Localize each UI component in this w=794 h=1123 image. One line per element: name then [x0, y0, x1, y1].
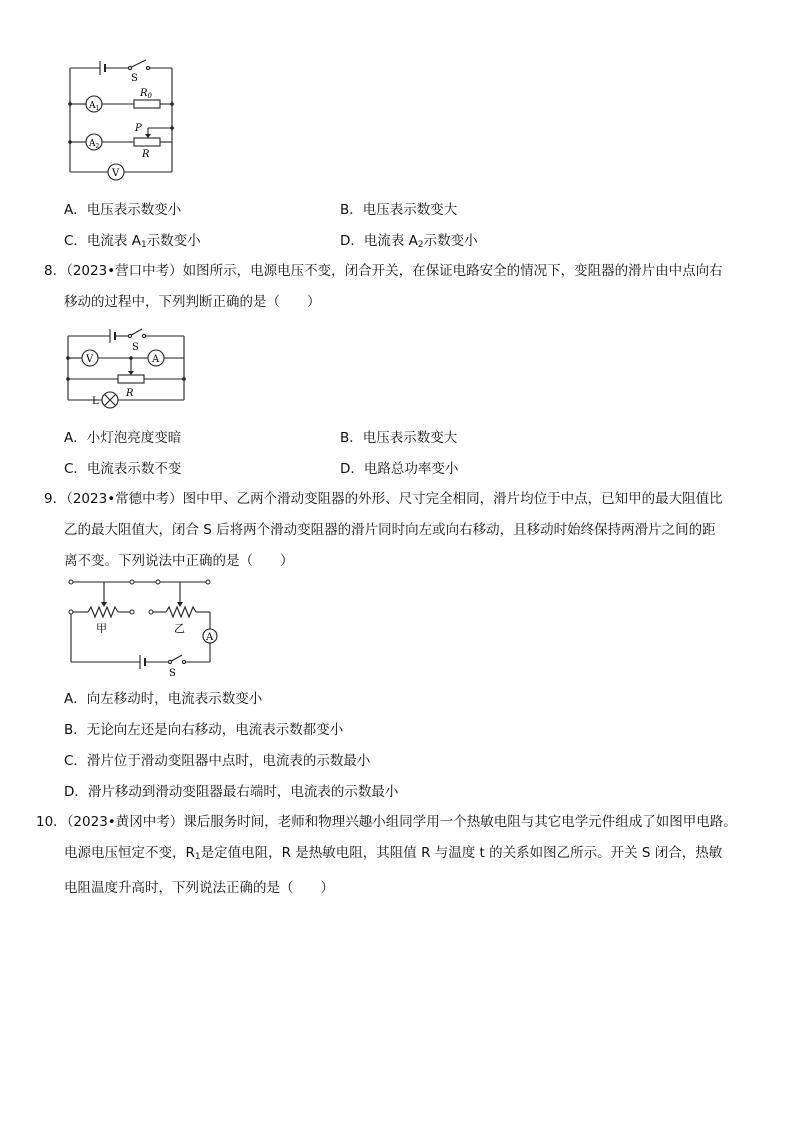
q8-option-d[interactable]: D．电路总功率变小: [340, 461, 459, 477]
q7-option-a[interactable]: A．电压表示数变小: [64, 202, 182, 218]
q9-option-c[interactable]: C．滑片位于滑动变阻器中点时，电流表的示数最小: [64, 753, 371, 769]
q8-label-l: L: [92, 396, 99, 407]
q8-label-a: A: [152, 354, 160, 365]
q10-line2: 电源电压恒定不变，$R_1$是定值电阻，R 是热敏电阻，其阻值 R 与温度 t 的关系如图乙所示。开关 S 闭合，热敏: [64, 845, 723, 862]
q7-label-r: R: [142, 149, 150, 160]
q9-label-s: S: [169, 668, 176, 678]
q9-option-a[interactable]: A．向左移动时，电流表示数变小: [64, 691, 263, 707]
q8-option-a[interactable]: A．小灯泡亮度变暗: [64, 430, 182, 446]
q9-slider-right-arrow-icon: [177, 602, 183, 607]
q8-line2: 移动的过程中，下列判断正确的是（ ）: [64, 294, 321, 310]
q7-label-v: V: [112, 168, 120, 179]
q9-line2: 乙的最大阻值大，闭合 S 后将两个滑动变阻器的滑片同时向左或向右移动，且移动时始终保持两滑片之间的距: [64, 522, 716, 538]
q8-label-r: R: [126, 388, 134, 399]
q9-slider-left-arrow-icon: [101, 602, 107, 607]
q9-label-jia: 甲: [96, 622, 107, 635]
q10-stem: [36, 807, 749, 904]
q8-label-v: V: [86, 354, 94, 365]
q9-option-b[interactable]: B．无论向左还是向右移动，电流表示数都变小: [64, 722, 344, 738]
q8-slider-arrow-icon: [128, 371, 134, 375]
q10-line3: 电阻温度升高时，下列说法正确的是（ ）: [64, 880, 334, 896]
q7-circuit-diagram: [60, 56, 190, 186]
q7-label-a2: $A_2$: [89, 139, 100, 150]
q9-label-yi: 乙: [174, 622, 185, 635]
q8-option-b[interactable]: B．电压表示数变大: [340, 430, 458, 446]
q7-label-r0: $R_0$: [140, 88, 152, 100]
q9-stem: [44, 484, 749, 577]
q8-circuit-diagram: [60, 322, 195, 412]
q7-option-b[interactable]: B．电压表示数变大: [340, 202, 458, 218]
q8-circuit-svg: [60, 322, 195, 412]
q8-stem: [44, 256, 749, 318]
q9-circuit-svg: [60, 574, 225, 678]
q9-circuit-diagram: [60, 574, 225, 678]
q7-label-s: S: [131, 73, 138, 84]
q7-label-p: P: [135, 123, 142, 134]
q7-option-c[interactable]: C．电流表 $A_1$示数变小: [64, 233, 201, 250]
q8-line1: 8．（2023•营口中考）如图所示，电源电压不变，闭合开关，在保证电路安全的情况下，变阻器的滑片由中点向右: [44, 263, 723, 279]
q8-option-c[interactable]: C．电流表示数不变: [64, 461, 182, 477]
q9-line3: 离不变。下列说法中正确的是（ ）: [64, 553, 294, 569]
q9-label-a: A: [206, 632, 214, 643]
q7-circuit-svg: [60, 56, 190, 186]
q8-label-s: S: [132, 342, 139, 353]
slider-arrow-icon: [145, 134, 151, 138]
q9-option-d[interactable]: D．滑片移动到滑动变阻器最右端时，电流表的示数最小: [64, 784, 399, 800]
q7-option-d[interactable]: D．电流表 $A_2$示数变小: [340, 233, 478, 250]
q7-label-a1: $A_1$: [89, 101, 100, 112]
q10-line1: 10．（2023•黄冈中考）课后服务时间，老师和物理兴趣小组同学用一个热敏电阻与其它电学元件组成了如图甲电路。: [36, 814, 737, 830]
q9-line1: 9．（2023•常德中考）图中甲、乙两个滑动变阻器的外形、尺寸完全相同，滑片均位于中点，已知甲的最大阻值比: [44, 491, 723, 507]
